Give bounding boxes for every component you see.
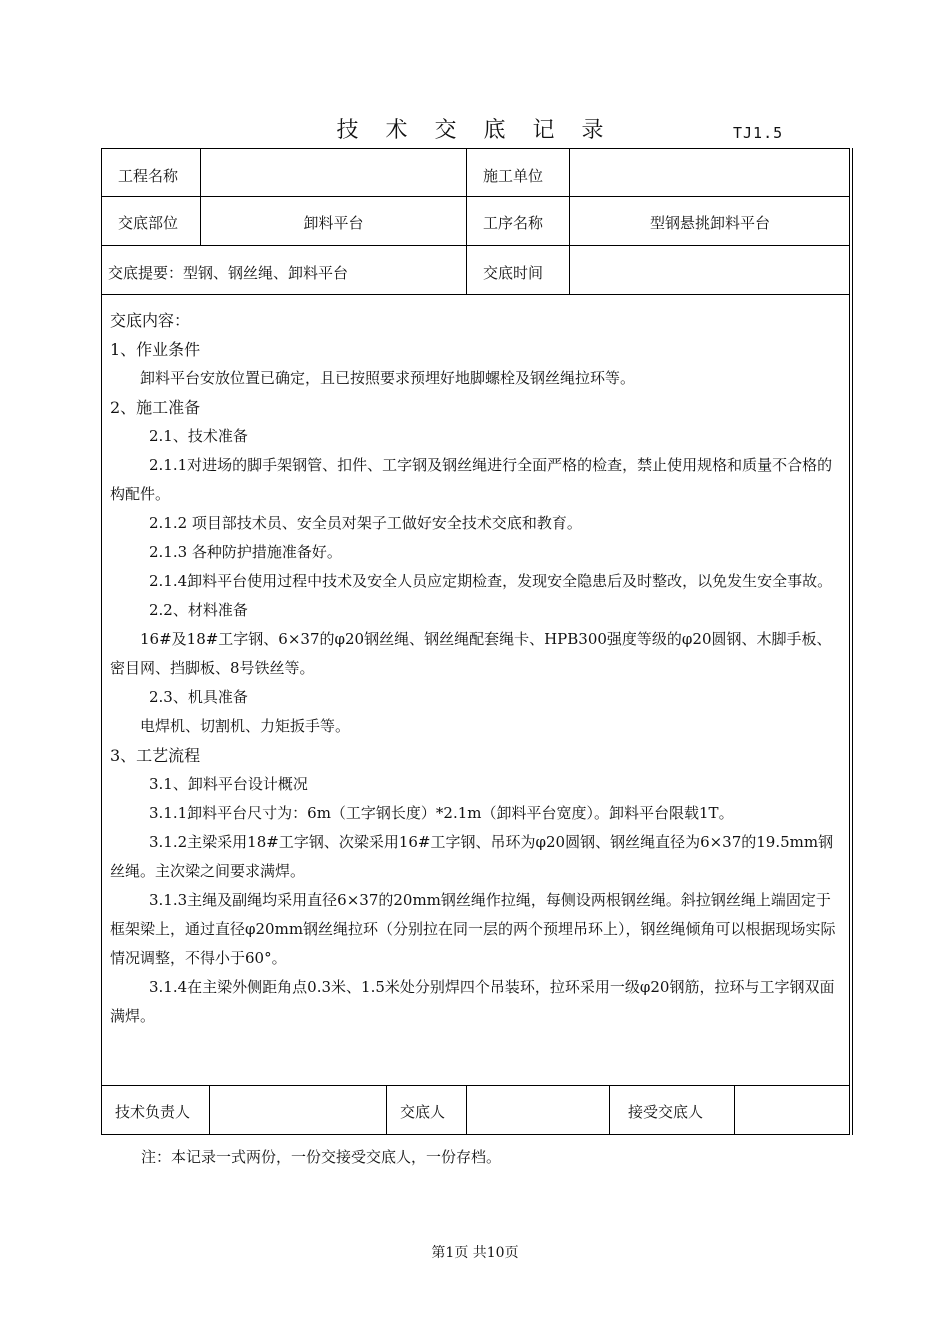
project-name-label: 工程名称	[118, 167, 179, 185]
time-label: 交底时间	[483, 264, 544, 282]
paragraph: 3.1.1卸料平台尺寸为：6m（工字钢长度）*2.1m（卸料平台宽度）。卸料平台限载1T。	[149, 804, 734, 822]
section-heading: 2、施工准备	[110, 398, 201, 417]
row-divider	[101, 245, 850, 246]
document-title: 技 术 交 底 记 录	[336, 118, 614, 143]
record-note: 注：本记录一式两份，一份交接受交底人，一份存档。	[141, 1148, 502, 1166]
row-divider	[101, 196, 850, 197]
section-heading: 1、作业条件	[110, 340, 201, 359]
col-divider	[609, 1085, 610, 1135]
location-value: 卸料平台	[303, 214, 364, 232]
subsection-heading: 2.1、技术准备	[149, 427, 248, 445]
briefer-label: 交底人	[400, 1103, 446, 1121]
content-heading: 交底内容：	[110, 311, 191, 330]
subsection-heading: 3.1、卸料平台设计概况	[149, 775, 308, 793]
summary-text: 交底提要：型钢、钢丝绳、卸料平台	[108, 264, 349, 282]
row-divider	[101, 294, 850, 295]
col-divider	[466, 1085, 467, 1135]
paragraph: 2.1.1对进场的脚手架钢管、扣件、工字钢及钢丝绳进行全面严格的检查，禁止使用规格和质量不合格的构配件。	[110, 456, 833, 503]
paragraph: 2.1.2 项目部技术员、安全员对架子工做好安全技术交底和教育。	[149, 514, 582, 532]
col-divider	[734, 1085, 735, 1135]
paragraph: 2.1.3 各种防护措施准备好。	[149, 543, 342, 561]
paragraph: 3.1.4在主梁外侧距角点0.3米、1.5米处分别焊四个吊装环，拉环采用一级φ20钢筋，拉环与工字钢双面满焊。	[110, 978, 835, 1025]
paragraph: 卸料平台安放位置已确定，且已按照要求预埋好地脚螺栓及钢丝绳拉环等。	[140, 369, 636, 387]
process-value: 型钢悬挑卸料平台	[649, 214, 770, 232]
process-label: 工序名称	[483, 214, 544, 232]
row-divider	[101, 1085, 850, 1086]
paragraph: 2.1.4卸料平台使用过程中技术及安全人员应定期检查，发现安全隐患后及时整改，以免发生安全事故。	[149, 572, 833, 590]
briefing-content	[110, 306, 842, 1031]
page-number: 第1页 共10页	[431, 1245, 519, 1261]
subsection-heading: 2.3、机具准备	[149, 688, 248, 706]
document-code: TJ1.5	[733, 124, 784, 142]
tech-lead-label: 技术负责人	[115, 1103, 191, 1121]
paragraph: 16#及18#工字钢、6×37的φ20钢丝绳、钢丝绳配套绳卡、HPB300强度等级的φ20圆钢、木脚手板、密目网、挡脚板、8号铁丝等。	[110, 630, 832, 677]
col-divider	[466, 148, 467, 295]
receiver-label: 接受交底人	[628, 1103, 704, 1121]
col-divider	[386, 1085, 387, 1135]
paragraph: 电焊机、切割机、力矩扳手等。	[140, 717, 351, 735]
location-label: 交底部位	[118, 214, 179, 232]
col-divider	[209, 1085, 210, 1135]
contractor-label: 施工单位	[483, 167, 544, 185]
section-heading: 3、工艺流程	[110, 746, 201, 765]
paragraph: 3.1.3主绳及副绳均采用直径6×37的20mm钢丝绳作拉绳，每侧设两根钢丝绳。斜拉钢丝绳上端固定于框架梁上，通过直径φ20mm钢丝绳拉环（分别拉在同一层的两个预埋吊环上），钢丝绳倾角可以根据现场实际情况调整，不得小于60°。	[110, 891, 836, 967]
table-outer-edge	[852, 148, 853, 1135]
subsection-heading: 2.2、材料准备	[149, 601, 248, 619]
paragraph: 3.1.2主梁采用18#工字钢、次梁采用16#工字钢、吊环为φ20圆钢、钢丝绳直径为6×37的19.5mm钢丝绳。主次梁之间要求满焊。	[110, 833, 834, 880]
